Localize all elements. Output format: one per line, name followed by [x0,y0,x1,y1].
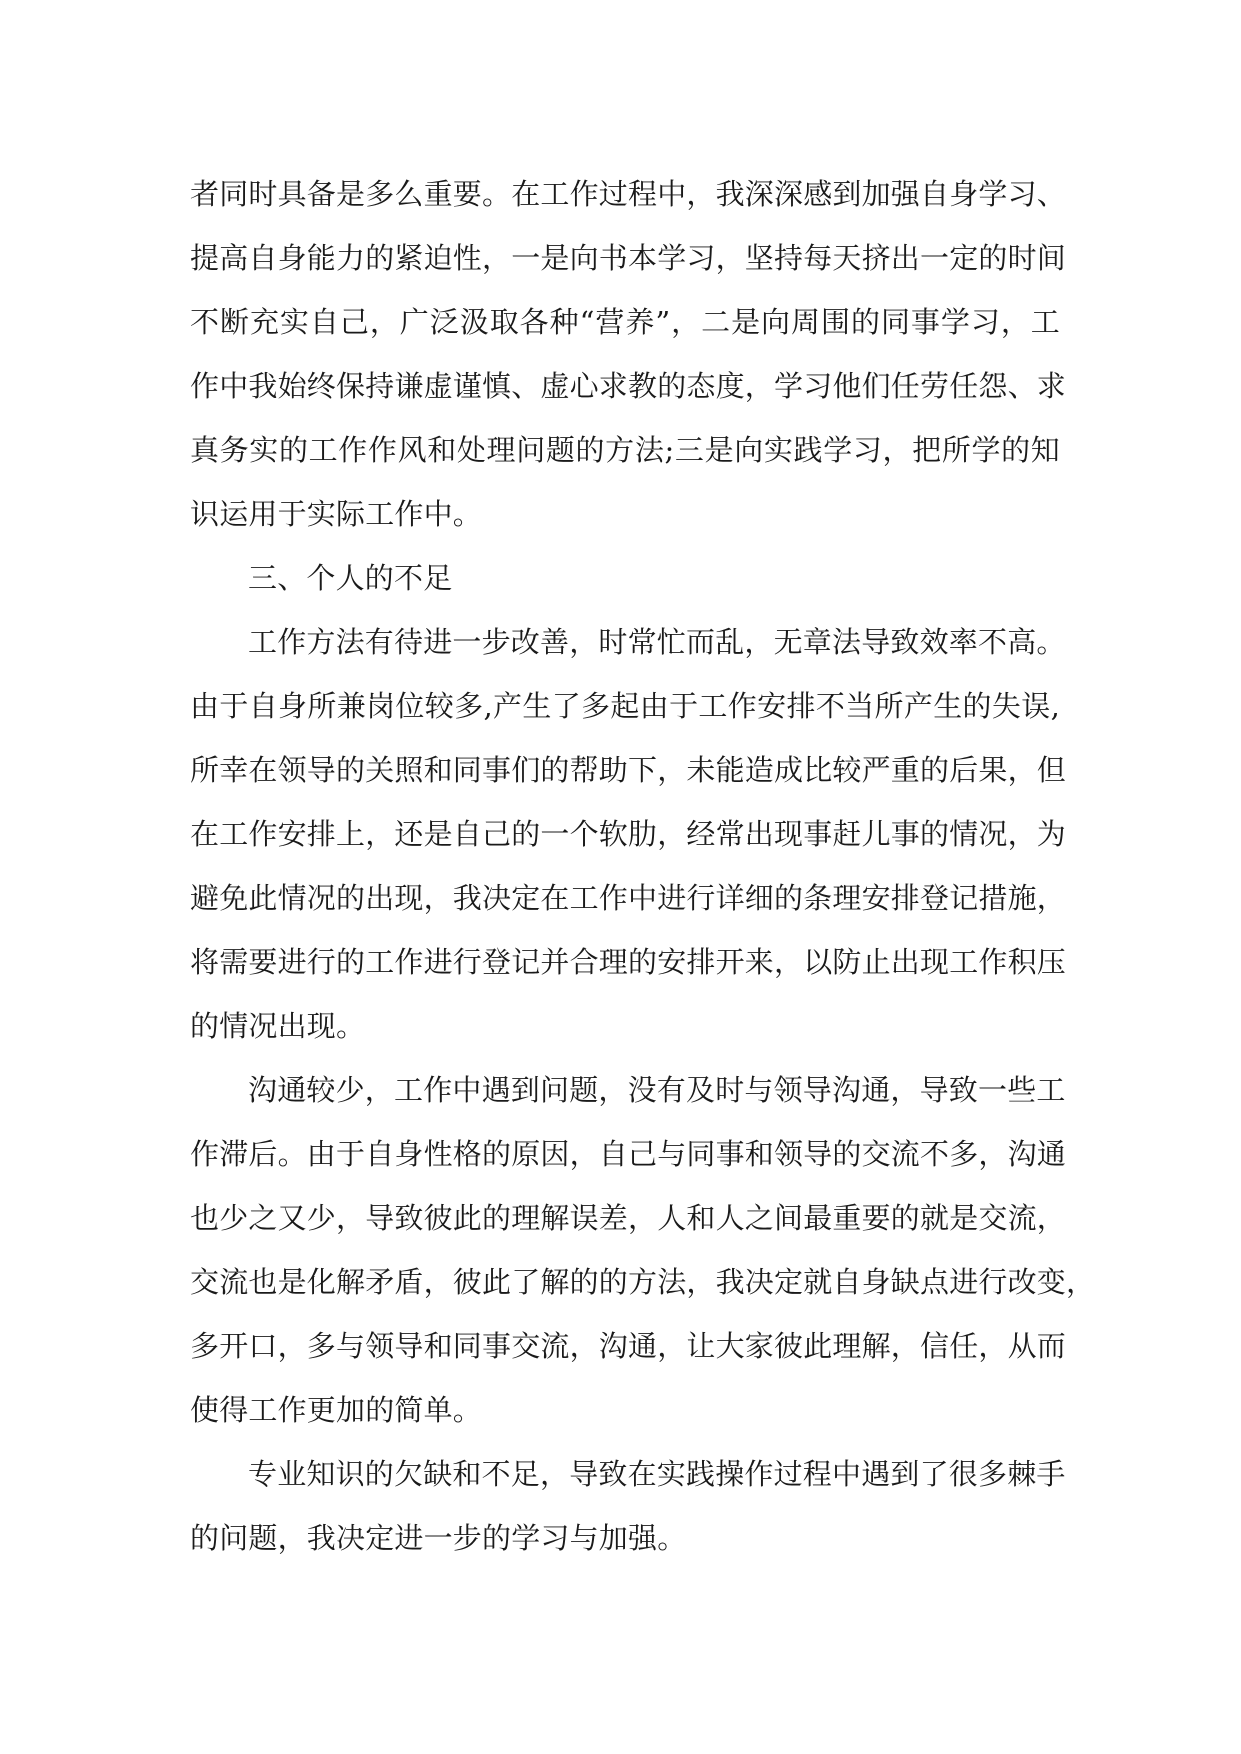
text-line: 识运用于实际工作中。 [190,497,483,531]
text-line: 在工作安排上，还是自己的一个软肋，经常出现事赶儿事的情况，为 [190,817,1067,851]
text-line: 将需要进行的工作进行登记并合理的安排开来，以防止出现工作积压 [190,945,1067,979]
paragraph-first-line: 专业知识的欠缺和不足，导致在实践操作过程中遇到了很多棘手 [248,1457,1066,1491]
text-line: 不断充实自己，广泛汲取各种“营养”，二是向周围的同事学习，工 [190,305,1060,339]
paragraph-first-line: 沟通较少，工作中遇到问题，没有及时与领导沟通，导致一些工 [248,1073,1066,1107]
text-line: 真务实的工作作风和处理问题的方法;三是向实践学习，把所学的知 [190,433,1060,467]
section-heading: 三、个人的不足 [248,561,453,595]
text-line: 交流也是化解矛盾，彼此了解的的方法，我决定就自身缺点进行改变， [190,1265,1096,1299]
text-line: 也少之又少，导致彼此的理解误差，人和人之间最重要的就是交流， [190,1201,1067,1235]
text-line: 的情况出现。 [190,1009,366,1043]
text-line: 者同时具备是多么重要。在工作过程中，我深深感到加强自身学习、 [190,177,1067,211]
text-line: 作中我始终保持谦虚谨慎、虚心求教的态度，学习他们任劳任怨、求 [190,369,1067,403]
text-line: 所幸在领导的关照和同事们的帮助下，未能造成比较严重的后果，但 [190,753,1067,787]
text-line: 由于自身所兼岗位较多,产生了多起由于工作安排不当所产生的失误, [190,689,1060,723]
text-line: 多开口，多与领导和同事交流，沟通，让大家彼此理解，信任，从而 [190,1329,1067,1363]
text-line: 使得工作更加的简单。 [190,1393,483,1427]
text-line: 的问题，我决定进一步的学习与加强。 [190,1521,687,1555]
text-line: 提高自身能力的紧迫性，一是向书本学习，坚持每天挤出一定的时间 [190,241,1067,275]
paragraph-first-line: 工作方法有待进一步改善，时常忙而乱，无章法导致效率不高。 [248,625,1066,659]
text-line: 作滞后。由于自身性格的原因，自己与同事和领导的交流不多，沟通 [190,1137,1067,1171]
text-line: 避免此情况的出现，我决定在工作中进行详细的条理安排登记措施， [190,881,1067,915]
